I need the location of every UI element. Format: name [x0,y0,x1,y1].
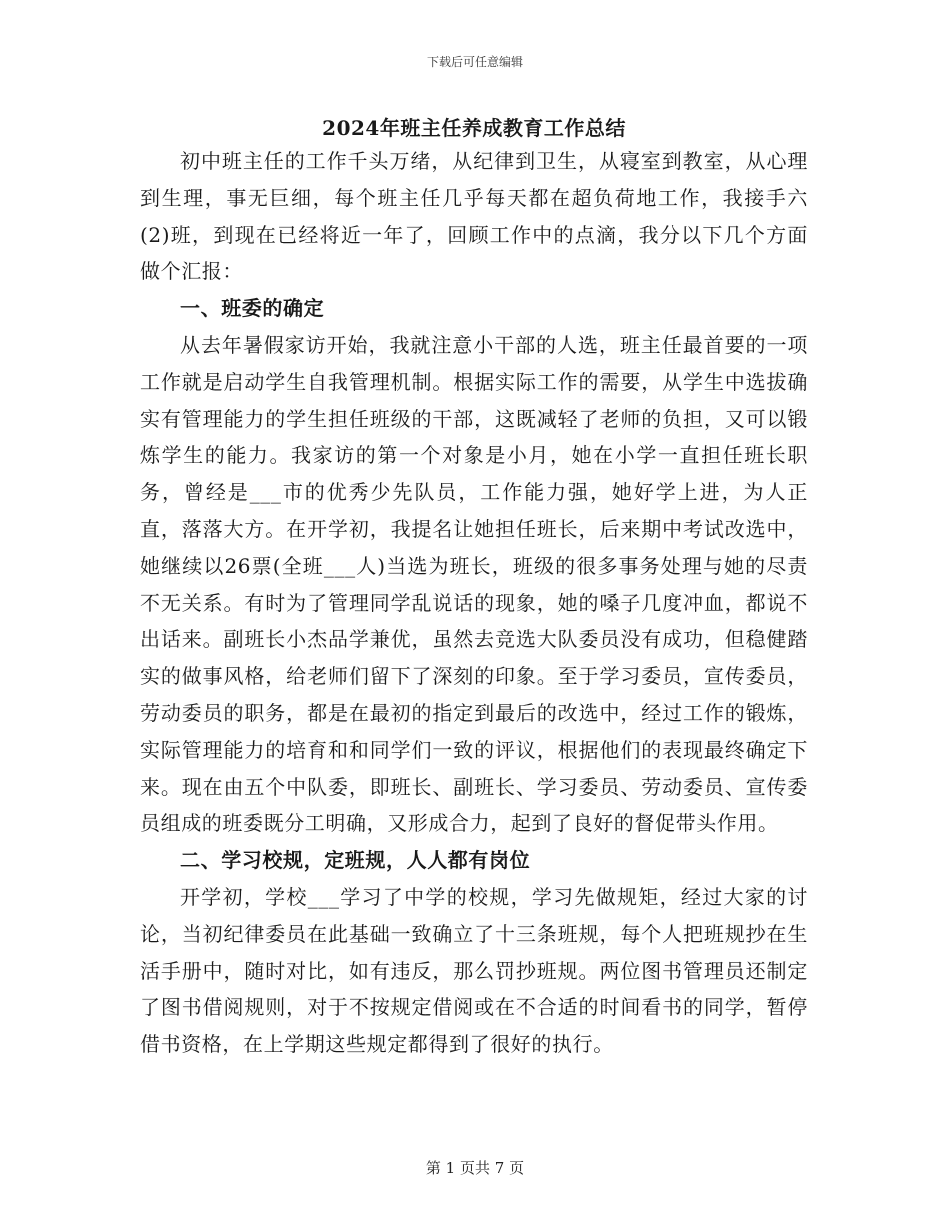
document-title: 2024年班主任养成教育工作总结 [322,116,626,140]
section-2-paragraph: 开学初，学校___学习了中学的校规，学习先做规矩，经过大家的讨论，当初纪律委员在此基础一致确立了十三条班规，每个人把班规抄在生活手册中，随时对比，如有违反，那么罚抄班规。两位图书管理员还制定了图书借阅规则，对于不按规定借阅或在不合适的时间看书的同学，暂停借书资格，在上学期这些规定都得到了很好的执行。 [140,884,808,1057]
page-header-note: 下载后可任意编辑 [426,55,523,69]
section-heading-1: 一、班委的确定 [180,296,325,321]
page-number: 第 1 页共 7 页 [425,1159,525,1177]
document-body [140,113,808,1063]
section-heading-2: 二、学习校规，定班规，人人都有岗位 [180,848,531,873]
intro-paragraph: 初中班主任的工作千头万绪，从纪律到卫生，从寝室到教室，从心理到生理，事无巨细，每个班主任几乎每天都在超负荷地工作，我接手六(2)班，到现在已经将近一年了，回顾工作中的点滴，我分以下几个方面做个汇报： [140,149,808,284]
section-1-paragraph: 从去年暑假家访开始，我就注意小干部的人选，班主任最首要的一项工作就是启动学生自我管理机制。根据实际工作的需要，从学生中选拔确实有管理能力的学生担任班级的干部，这既减轻了老师的负担，又可以锻炼学生的能力。我家访的第一个对象是小月，她在小学一直担任班长职务，曾经是___市的优秀少先队员，工作能力强，她好学上进，为人正直，落落大方。在开学初，我提名让她担任班长，后来期中考试改选中，她继续以26票(全班___人)当选为班长，班级的很多事务处理与她的尽责不无关系。有时为了管理同学乱说话的现象，她的嗓子几度冲血，都说不出话来。副班长小杰品学兼优，虽然去竞选大队委员没有成功，但稳健踏实的做事风格，给老师们留下了深刻的印象。至于学习委员，宣传委员，劳动委员的职务，都是在最初的指定到最后的改选中，经过工作的锻炼，实际管理能力的培育和和同学们一致的评议，根据他们的表现最终确定下来。现在由五个中队委，即班长、副班长、学习委员、劳动委员、宣传委员组成的班委既分工明确，又形成合力，起到了良好的督促带头作用。 [140,332,808,836]
